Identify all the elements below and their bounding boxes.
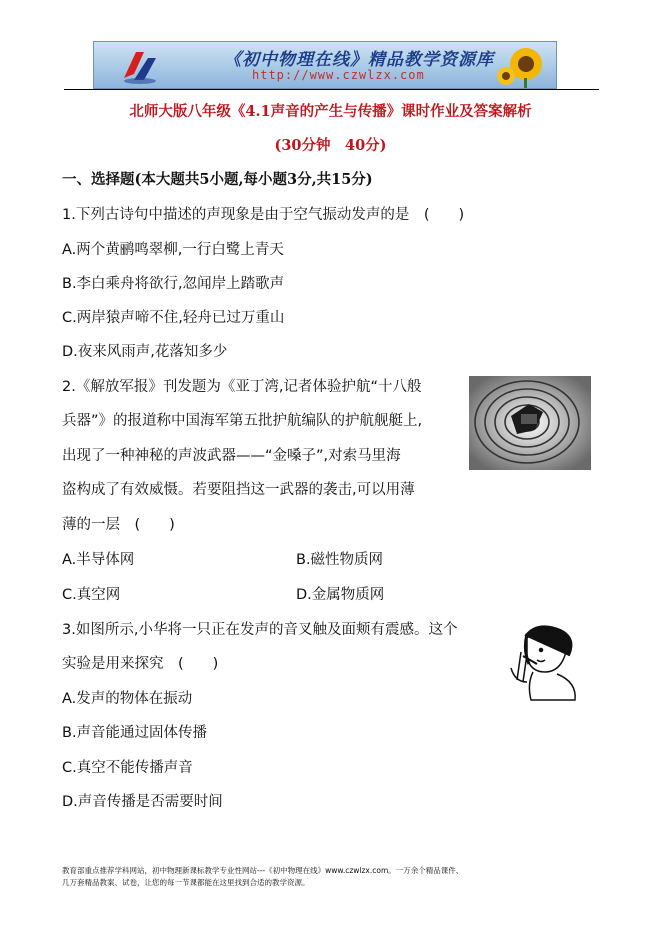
- question-1-option-a: A.两个黄鹂鸣翠柳,一行白鹭上青天: [62, 242, 284, 258]
- question-2-line-1: 2.《解放军报》刊发题为《亚丁湾,记者体验护航“十八般: [62, 379, 422, 395]
- question-2-option-a: A.半导体网: [62, 552, 135, 568]
- sunflower-icon: [496, 44, 552, 88]
- question-3-option-c: C.真空不能传播声音: [62, 760, 193, 776]
- footer-line-2: 几万套精品教案、试卷，让您的每一节课都能在这里找到合适的教学资源。: [62, 878, 310, 887]
- banner-title: 《初中物理在线》精品教学资源库: [224, 50, 494, 70]
- question-3-option-b: B.声音能通过固体传播: [62, 725, 208, 741]
- question-3-line-2: 实验是用来探究 ( ): [62, 656, 219, 672]
- footer-line-1: 教育部重点推荐学科网站，初中物理新课标教学专业性网站---《初中物理在线》www.czwlzx.com。一万余个精品课件、: [62, 866, 464, 875]
- question-2-option-c: C.真空网: [62, 587, 121, 603]
- question-2-option-b: B.磁性物质网: [296, 552, 384, 568]
- question-2-option-d: D.金属物质网: [296, 587, 385, 603]
- question-2-line-3: 出现了一种神秘的声波武器——“金嗓子”,对索马里海: [62, 448, 401, 464]
- question-1-option-b: B.李白乘舟将欲行,忽闻岸上踏歌声: [62, 276, 285, 292]
- banner-url[interactable]: http://www.czwlzx.com: [252, 68, 425, 82]
- question-1-stem: 1.下列古诗句中描述的声现象是由于空气振动发声的是 ( ): [62, 207, 465, 223]
- header-banner: [93, 41, 557, 89]
- question-3-option-a: A.发声的物体在振动: [62, 691, 193, 707]
- question-3-line-1: 3.如图所示,小华将一只正在发声的音叉触及面颊有震感。这个: [62, 622, 458, 638]
- question-1-option-c: C.两岸猿声啼不住,轻舟已过万重山: [62, 310, 285, 326]
- header-rule: [64, 89, 599, 90]
- question-1-option-d: D.夜来风雨声,花落知多少: [62, 344, 228, 360]
- site-logo-icon: [118, 44, 160, 86]
- page-footer: [62, 865, 602, 889]
- question-3-option-d: D.声音传播是否需要时间: [62, 794, 223, 810]
- sonic-weapon-image: [469, 376, 591, 470]
- document-title: 北师大版八年级《4.1声音的产生与传播》课时作业及答案解析: [129, 103, 532, 120]
- question-2-line-5: 薄的一层 ( ): [62, 517, 175, 533]
- document-subtitle: (30分钟 40分): [274, 137, 387, 154]
- section-heading: 一、选择题(本大题共5小题,每小题3分,共15分): [62, 171, 373, 188]
- question-2-line-4: 盗构成了有效威慑。若要阻挡这一武器的袭击,可以用薄: [62, 482, 415, 498]
- tuning-fork-girl-image: [497, 620, 583, 706]
- question-2-line-2: 兵器”》的报道称中国海军第五批护航编队的护航舰艇上,: [62, 413, 423, 429]
